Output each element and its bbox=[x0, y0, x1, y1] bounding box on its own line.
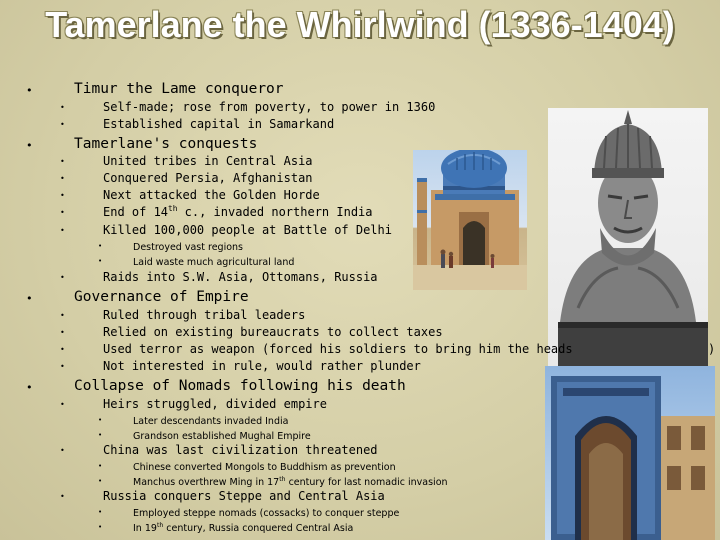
bullet-level2: • bbox=[60, 191, 65, 200]
bullet-level2: • bbox=[60, 226, 65, 235]
bullet-level2: • bbox=[60, 345, 65, 354]
bullet-level3: • bbox=[98, 257, 103, 265]
bullet-level2: • bbox=[60, 103, 65, 112]
list-item: Killed 100,000 people at Battle of Delhi bbox=[103, 223, 392, 237]
madrasa-photo bbox=[545, 366, 715, 540]
bullet-level3: • bbox=[98, 523, 103, 531]
list-item: Self-made; rose from poverty, to power in 1360 bbox=[103, 100, 436, 114]
list-item: Relied on existing bureaucrats to collect taxes bbox=[103, 325, 443, 339]
bullet-level2: • bbox=[60, 120, 65, 129]
bullet-level1: • bbox=[26, 381, 33, 394]
mosque-photo bbox=[413, 150, 527, 290]
list-item: Conquered Persia, Afghanistan bbox=[103, 171, 313, 185]
section-heading: Tamerlane's conquests bbox=[74, 136, 258, 152]
bullet-level2: • bbox=[60, 174, 65, 183]
list-item: Used terror as weapon (forced his soldiers to bring him the heads bbox=[103, 342, 573, 356]
list-item: United tribes in Central Asia bbox=[103, 154, 313, 168]
bullet-level1: • bbox=[26, 84, 33, 97]
list-item: Not interested in rule, would rather plunder bbox=[103, 359, 421, 373]
list-item: China was last civilization threatened bbox=[103, 443, 378, 457]
list-item: Next attacked the Golden Horde bbox=[103, 188, 320, 202]
sub-item: Chinese converted Mongols to Buddhism as prevention bbox=[133, 462, 396, 473]
list-item: Heirs struggled, divided empire bbox=[103, 397, 327, 411]
sub-item: Grandson established Mughal Empire bbox=[133, 431, 311, 442]
list-item: Russia conquers Steppe and Central Asia bbox=[103, 489, 385, 503]
section-heading: Collapse of Nomads following his death bbox=[74, 378, 406, 394]
bullet-level2: • bbox=[60, 273, 65, 282]
sub-item: Laid waste much agricultural land bbox=[133, 257, 295, 268]
bullet-level1: • bbox=[26, 292, 33, 305]
bullet-level3: • bbox=[98, 477, 103, 485]
bullet-level1: • bbox=[26, 139, 33, 152]
list-item: Raids into S.W. Asia, Ottomans, Russia bbox=[103, 270, 378, 284]
section-heading: Timur the Lame conqueror bbox=[74, 81, 284, 97]
bullet-level3: • bbox=[98, 242, 103, 250]
sub-item: Destroyed vast regions bbox=[133, 242, 243, 253]
bullet-level3: • bbox=[98, 508, 103, 516]
sub-item-superscript: Manchus overthrew Ming in 17th century for last nomadic invasion bbox=[133, 475, 448, 488]
timur-bust-photo bbox=[548, 108, 708, 366]
bullet-level2: • bbox=[60, 446, 65, 455]
bullet-level2: • bbox=[60, 328, 65, 337]
bullet-level2: • bbox=[60, 362, 65, 371]
bullet-level3: • bbox=[98, 416, 103, 424]
bullet-level2: • bbox=[60, 400, 65, 409]
bullet-level2: • bbox=[60, 492, 65, 501]
sub-item: Employed steppe nomads (cossacks) to conquer steppe bbox=[133, 508, 400, 519]
section-heading: Governance of Empire bbox=[74, 289, 249, 305]
slide-title: Tamerlane the Whirlwind (1336-1404) bbox=[45, 4, 675, 45]
bullet-level3: • bbox=[98, 462, 103, 470]
list-item-superscript: End of 14th c., invaded northern India bbox=[103, 204, 373, 219]
bullet-level2: • bbox=[60, 311, 65, 320]
bullet-level2: • bbox=[60, 157, 65, 166]
list-item: Established capital in Samarkand bbox=[103, 117, 335, 131]
bullet-level2: • bbox=[60, 208, 65, 217]
overflow-paren: ) bbox=[708, 342, 716, 356]
sub-item-superscript: In 19th century, Russia conquered Central Asia bbox=[133, 521, 354, 534]
sub-item: Later descendants invaded India bbox=[133, 416, 289, 427]
list-item: Ruled through tribal leaders bbox=[103, 308, 306, 322]
bullet-level3: • bbox=[98, 431, 103, 439]
